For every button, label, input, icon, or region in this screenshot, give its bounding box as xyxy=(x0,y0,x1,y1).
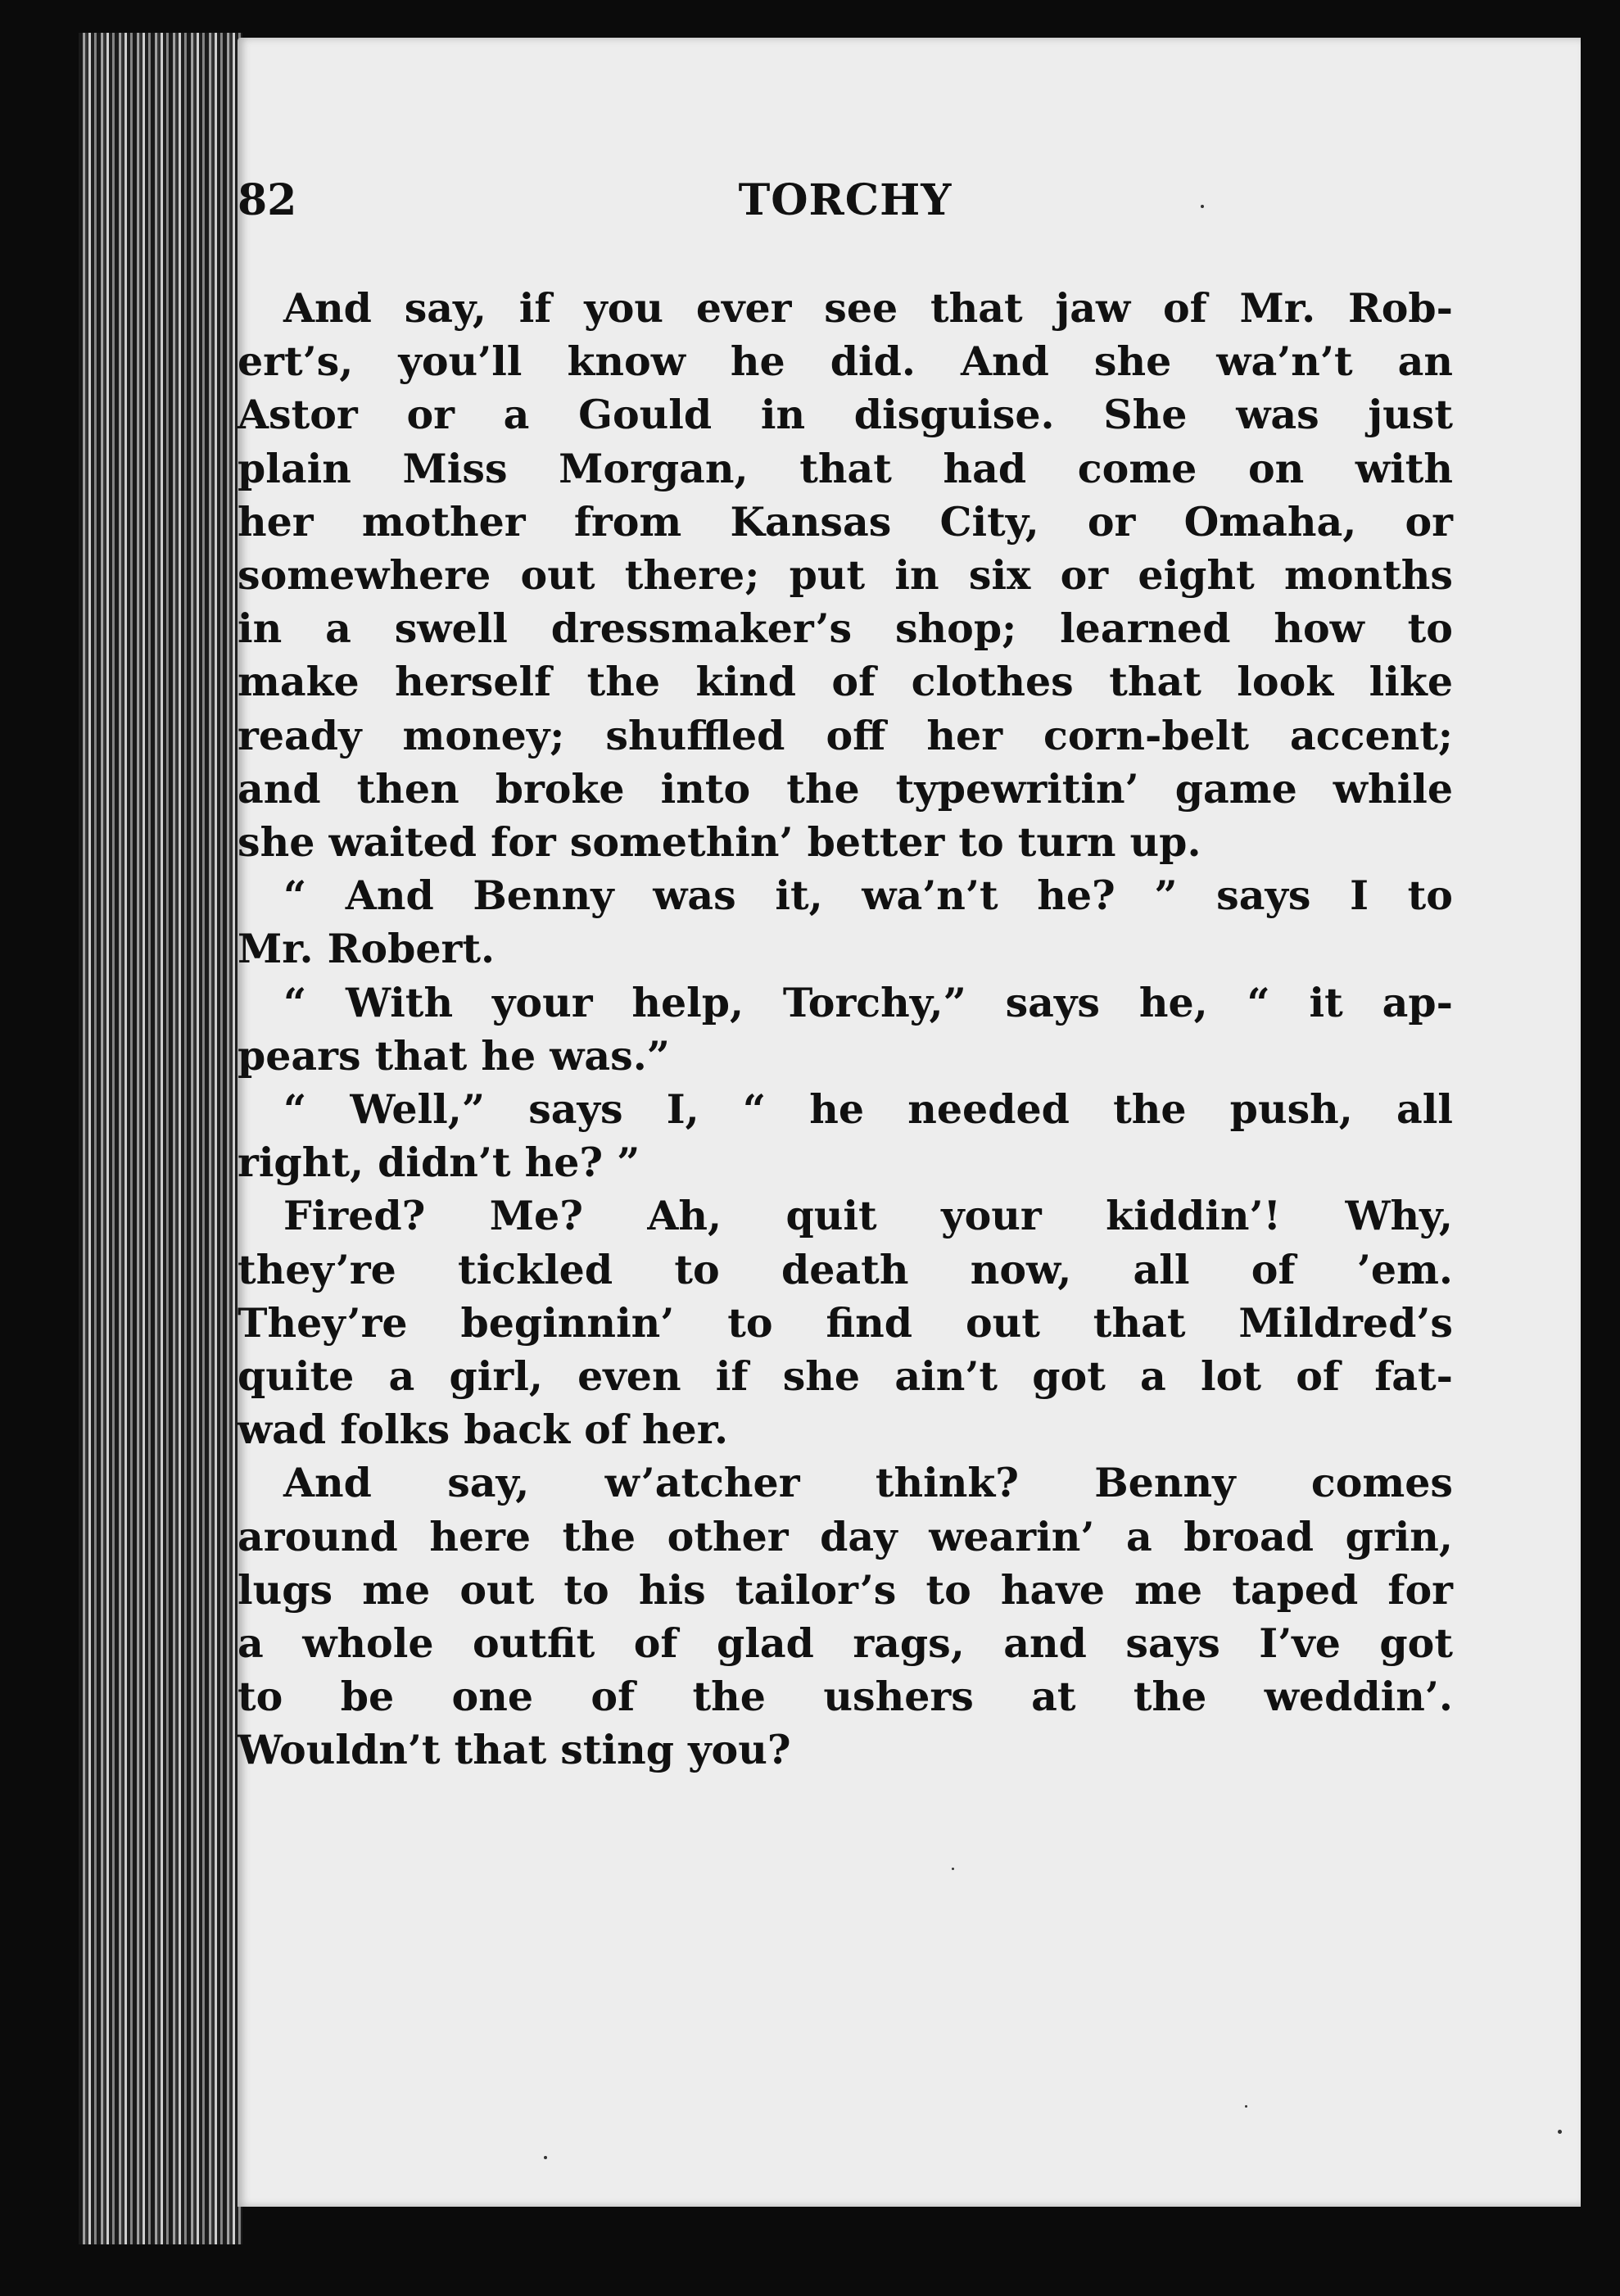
text-line: Fired? Me? Ah, quit your kiddin’! Why, xyxy=(283,1192,1453,1240)
book-page-edges xyxy=(79,33,242,2244)
text-line: right, didn’t he? ” xyxy=(238,1139,640,1187)
scan-speck xyxy=(952,1868,954,1870)
paragraph xyxy=(238,1189,1453,1456)
paragraph xyxy=(238,976,1453,1083)
scan-speck xyxy=(1558,2130,1562,2134)
page-header xyxy=(238,175,1453,249)
text-line: they’re tickled to death now, all of ’em. xyxy=(238,1245,1453,1293)
text-line: and then broke into the typewritin’ game while xyxy=(238,764,1453,813)
text-line: pears that he was.” xyxy=(238,1031,670,1080)
text-line: Wouldn’t that sting you? xyxy=(238,1726,791,1774)
text-line: her mother from Kansas City, or Omaha, or xyxy=(238,497,1453,546)
text-line: to be one of the ushers at the weddin’. xyxy=(238,1673,1453,1721)
text-line: a whole outfit of glad rags, and says I’ve got xyxy=(238,1619,1453,1668)
running-head: TORCHY xyxy=(738,175,953,225)
text-line: ert’s, you’ll know he did. And she wa’n’t an xyxy=(238,337,1453,386)
paragraph xyxy=(238,1456,1453,1777)
text-line: ready money; shuffled off her corn-belt accent; xyxy=(238,711,1453,759)
text-line: And say, w’atcher think? Benny comes xyxy=(283,1459,1453,1507)
page-number: 82 xyxy=(238,175,297,225)
text-line: she waited for somethin’ better to turn up. xyxy=(238,818,1201,867)
text-line: in a swell dressmaker’s shop; learned how to xyxy=(238,605,1453,653)
paragraph xyxy=(238,869,1453,976)
text-line: Mr. Robert. xyxy=(238,925,496,973)
scan-speck xyxy=(544,2156,547,2159)
body-text xyxy=(238,282,1453,1777)
scan-speck xyxy=(1245,2105,1247,2108)
text-line: Astor or a Gould in disguise. She was just xyxy=(238,391,1453,439)
text-line: And say, if you ever see that jaw of Mr. Rob- xyxy=(283,284,1453,332)
text-line: “ With your help, Torchy,” says he, “ it ap- xyxy=(283,978,1453,1026)
text-line: around here the other day wearin’ a broad grin, xyxy=(238,1512,1453,1560)
text-line: “ Well,” says I, “ he needed the push, all xyxy=(283,1085,1453,1134)
text-line: wad folks back of her. xyxy=(238,1406,729,1454)
text-line: They’re beginnin’ to find out that Mildred’s xyxy=(238,1298,1453,1347)
text-line: lugs me out to his tailor’s to have me taped for xyxy=(238,1565,1453,1614)
text-line: plain Miss Morgan, that had come on with xyxy=(238,444,1453,492)
text-line: somewhere out there; put in six or eight months xyxy=(238,551,1453,600)
text-line: make herself the kind of clothes that look like xyxy=(238,658,1453,706)
text-line: “ And Benny was it, wa’n’t he? ” says I to xyxy=(283,872,1453,920)
scan-speck xyxy=(1201,205,1204,208)
text-line: quite a girl, even if she ain’t got a lot of fat- xyxy=(238,1352,1453,1401)
paragraph xyxy=(238,282,1453,869)
paragraph xyxy=(238,1083,1453,1189)
